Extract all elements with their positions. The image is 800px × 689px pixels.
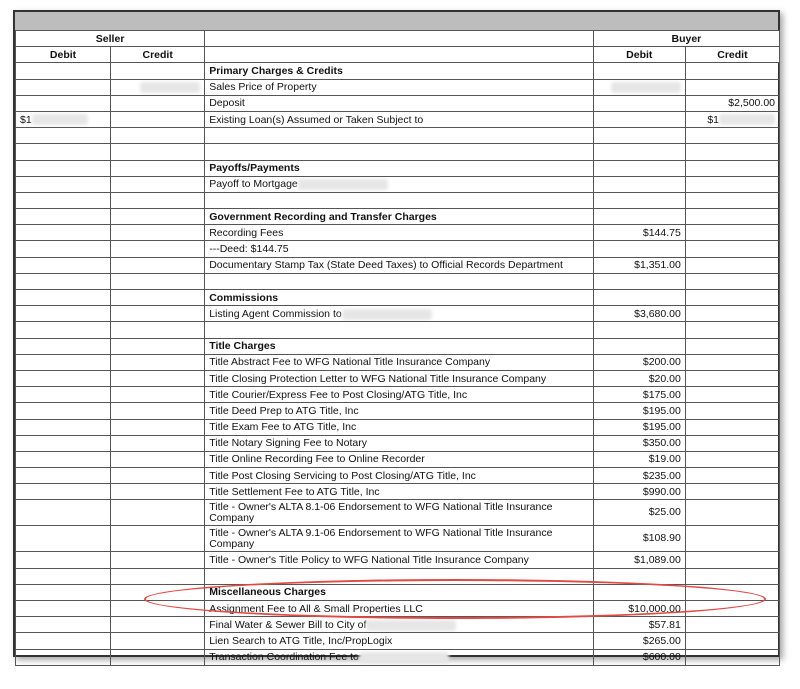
description-cell <box>205 338 594 354</box>
seller-credit-cell <box>111 468 205 484</box>
buyer-credit-cell <box>685 354 779 370</box>
description-cell <box>205 649 594 665</box>
seller-debit-cell <box>16 290 111 306</box>
redacted-value <box>611 82 681 93</box>
buyer-debit-cell <box>593 484 685 500</box>
table-row <box>16 128 780 144</box>
table-row <box>16 192 780 208</box>
seller-debit-cell <box>16 633 111 649</box>
buyer-credit-cell <box>685 192 779 208</box>
seller-credit-cell <box>111 370 205 386</box>
description-cell-value: Recording Fees <box>209 226 284 239</box>
buyer-credit-cell <box>685 176 779 192</box>
redacted-value <box>140 82 200 93</box>
seller-credit-cell <box>111 484 205 500</box>
buyer-debit-cell <box>593 306 685 322</box>
buyer-debit-cell <box>593 241 685 257</box>
buyer-credit-cell <box>685 468 779 484</box>
buyer-debit-cell <box>593 649 685 665</box>
buyer-credit-cell <box>685 338 779 354</box>
description-cell <box>205 209 594 225</box>
table-row <box>16 176 780 192</box>
seller-debit-cell <box>16 338 111 354</box>
description-cell <box>205 617 594 633</box>
description-cell <box>205 273 594 289</box>
buyer-debit-header: Debit <box>593 47 685 63</box>
description-cell-value: Title Notary Signing Fee to Notary <box>209 437 367 450</box>
seller-debit-cell <box>16 484 111 500</box>
seller-debit-cell <box>16 111 111 127</box>
description-cell-value: Title Deed Prep to ATG Title, Inc <box>209 404 359 417</box>
seller-credit-cell <box>111 322 205 338</box>
table-row <box>16 144 780 160</box>
description-cell <box>205 370 594 386</box>
seller-debit-cell <box>16 322 111 338</box>
description-cell-value: Assignment Fee to All & Small Properties LLC <box>209 602 423 615</box>
seller-debit-cell <box>16 79 111 95</box>
seller-credit-header: Credit <box>111 47 205 63</box>
buyer-credit-header: Credit <box>685 47 779 63</box>
buyer-debit-cell <box>593 500 685 526</box>
redacted-value <box>719 114 775 125</box>
table-row <box>16 500 780 526</box>
buyer-debit-cell <box>593 601 685 617</box>
buyer-credit-cell <box>685 160 779 176</box>
buyer-credit-cell <box>685 322 779 338</box>
table-row <box>16 468 780 484</box>
header-row-parties <box>16 31 780 47</box>
seller-debit-cell <box>16 584 111 600</box>
description-cell <box>205 79 594 95</box>
buyer-debit-cell <box>593 192 685 208</box>
buyer-debit-cell <box>593 111 685 127</box>
buyer-debit-cell <box>593 128 685 144</box>
description-subheader-blank <box>205 47 594 63</box>
seller-debit-cell <box>16 176 111 192</box>
description-cell-value: Existing Loan(s) Assumed or Taken Subject to <box>209 113 424 126</box>
buyer-debit-cell-value: $265.00 <box>642 634 681 647</box>
redacted-value <box>342 309 432 320</box>
table-row <box>16 322 780 338</box>
seller-debit-header: Debit <box>16 47 111 63</box>
description-cell <box>205 257 594 273</box>
description-cell-value: Commissions <box>209 291 279 304</box>
seller-credit-cell <box>111 225 205 241</box>
description-cell-value: Payoff to Mortgage <box>209 178 298 191</box>
description-cell-value: Deposit <box>209 97 245 110</box>
table-row <box>16 435 780 451</box>
seller-debit-cell <box>16 468 111 484</box>
buyer-debit-cell-value: $144.75 <box>642 226 681 239</box>
seller-debit-cell <box>16 403 111 419</box>
buyer-credit-cell <box>685 403 779 419</box>
buyer-debit-cell <box>593 322 685 338</box>
seller-credit-cell <box>111 160 205 176</box>
seller-credit-cell <box>111 290 205 306</box>
table-row <box>16 111 780 127</box>
description-cell-value: Title Abstract Fee to WFG National Title Insurance Company <box>209 356 491 369</box>
description-cell-value: Title - Owner's Title Policy to WFG National Title Insurance Company <box>209 554 529 567</box>
buyer-debit-cell <box>593 338 685 354</box>
buyer-credit-cell <box>685 144 779 160</box>
buyer-debit-cell <box>593 176 685 192</box>
buyer-debit-cell-value: $175.00 <box>642 388 681 401</box>
buyer-credit-cell <box>685 568 779 584</box>
buyer-debit-cell-value: $600.00 <box>642 651 681 664</box>
seller-debit-cell <box>16 95 111 111</box>
description-cell-value: Lien Search to ATG Title, Inc/PropLogix <box>209 634 393 647</box>
description-cell <box>205 484 594 500</box>
buyer-credit-cell <box>685 552 779 568</box>
seller-credit-cell <box>111 257 205 273</box>
seller-credit-cell <box>111 584 205 600</box>
description-cell <box>205 419 594 435</box>
seller-debit-cell <box>16 435 111 451</box>
buyer-credit-cell <box>685 111 779 127</box>
description-cell-value: Title Online Recording Fee to Online Recorder <box>209 453 425 466</box>
buyer-debit-cell-value: $108.90 <box>642 532 681 545</box>
seller-credit-cell <box>111 649 205 665</box>
buyer-credit-cell <box>685 387 779 403</box>
buyer-debit-cell <box>593 633 685 649</box>
seller-debit-cell <box>16 225 111 241</box>
seller-credit-cell <box>111 273 205 289</box>
seller-debit-cell <box>16 601 111 617</box>
section-header-row <box>16 338 780 354</box>
header-row-columns <box>16 47 780 63</box>
description-cell <box>205 568 594 584</box>
buyer-debit-cell <box>593 387 685 403</box>
buyer-debit-cell-value: $1,351.00 <box>634 259 681 272</box>
seller-credit-cell <box>111 552 205 568</box>
seller-debit-cell <box>16 568 111 584</box>
seller-credit-cell <box>111 419 205 435</box>
seller-credit-cell <box>111 568 205 584</box>
buyer-debit-cell <box>593 225 685 241</box>
description-cell-value: Title Settlement Fee to ATG Title, Inc <box>209 485 380 498</box>
buyer-credit-cell <box>685 500 779 526</box>
description-cell <box>205 601 594 617</box>
buyer-credit-cell <box>685 241 779 257</box>
table-row <box>16 526 780 552</box>
buyer-debit-cell <box>593 273 685 289</box>
seller-credit-cell <box>111 63 205 79</box>
buyer-debit-cell-value: $57.81 <box>648 618 681 631</box>
description-cell <box>205 552 594 568</box>
description-cell <box>205 63 594 79</box>
seller-debit-cell <box>16 306 111 322</box>
description-cell-value: Miscellaneous Charges <box>209 586 326 599</box>
table-row <box>16 568 780 584</box>
description-cell-value: Title Exam Fee to ATG Title, Inc <box>209 421 357 434</box>
buyer-header: Buyer <box>593 31 779 47</box>
table-row <box>16 633 780 649</box>
buyer-credit-cell <box>685 257 779 273</box>
seller-credit-cell <box>111 144 205 160</box>
seller-credit-cell <box>111 209 205 225</box>
description-cell-value: Title Courier/Express Fee to Post Closing/ATG Title, Inc <box>209 388 468 401</box>
buyer-credit-cell <box>685 484 779 500</box>
buyer-debit-cell <box>593 79 685 95</box>
buyer-debit-cell <box>593 584 685 600</box>
redacted-value <box>359 652 449 663</box>
section-header-row <box>16 209 780 225</box>
description-cell <box>205 354 594 370</box>
redacted-value <box>32 114 88 125</box>
buyer-debit-cell <box>593 617 685 633</box>
seller-credit-cell <box>111 500 205 526</box>
description-cell <box>205 176 594 192</box>
table-row <box>16 649 780 665</box>
buyer-debit-cell <box>593 568 685 584</box>
description-cell-value: Title - Owner's ALTA 8.1-06 Endorsement to WFG National Title Insurance Company <box>209 500 553 524</box>
description-cell <box>205 192 594 208</box>
seller-credit-cell <box>111 176 205 192</box>
description-cell-value: Title Closing Protection Letter to WFG National Title Insurance Company <box>209 372 547 385</box>
charges-table <box>15 30 780 666</box>
buyer-credit-cell <box>685 601 779 617</box>
seller-credit-cell <box>111 79 205 95</box>
buyer-credit-cell <box>685 95 779 111</box>
table-row <box>16 419 780 435</box>
description-cell <box>205 322 594 338</box>
buyer-debit-cell <box>593 257 685 273</box>
description-cell <box>205 500 594 526</box>
description-cell <box>205 241 594 257</box>
table-row <box>16 79 780 95</box>
seller-debit-cell <box>16 273 111 289</box>
description-cell-value: Listing Agent Commission to <box>209 307 342 320</box>
seller-credit-cell <box>111 451 205 467</box>
buyer-debit-cell <box>593 526 685 552</box>
description-cell-value: Government Recording and Transfer Charges <box>209 210 437 223</box>
buyer-debit-cell-value: $10,000.00 <box>628 602 681 615</box>
seller-credit-cell <box>111 387 205 403</box>
buyer-debit-cell-value: $1,089.00 <box>634 554 681 567</box>
table-row <box>16 617 780 633</box>
seller-debit-cell <box>16 209 111 225</box>
buyer-debit-cell-value: $350.00 <box>642 437 681 450</box>
buyer-debit-cell-value: $195.00 <box>642 421 681 434</box>
seller-credit-cell <box>111 354 205 370</box>
buyer-credit-cell <box>685 633 779 649</box>
buyer-credit-cell <box>685 306 779 322</box>
seller-debit-cell <box>16 192 111 208</box>
buyer-credit-cell <box>685 526 779 552</box>
charges-body <box>16 63 780 665</box>
buyer-credit-cell <box>685 617 779 633</box>
description-cell <box>205 468 594 484</box>
buyer-credit-cell <box>685 273 779 289</box>
description-cell <box>205 387 594 403</box>
description-cell <box>205 160 594 176</box>
buyer-debit-cell <box>593 95 685 111</box>
seller-debit-cell-value: $1 <box>20 113 32 126</box>
table-row <box>16 306 780 322</box>
seller-debit-cell <box>16 451 111 467</box>
buyer-debit-cell <box>593 290 685 306</box>
seller-debit-cell <box>16 354 111 370</box>
buyer-debit-cell <box>593 403 685 419</box>
description-cell <box>205 403 594 419</box>
buyer-debit-cell-value: $990.00 <box>642 485 681 498</box>
section-header-row <box>16 160 780 176</box>
buyer-debit-cell-value: $3,680.00 <box>634 307 681 320</box>
seller-debit-cell <box>16 552 111 568</box>
buyer-debit-cell <box>593 435 685 451</box>
seller-debit-cell <box>16 617 111 633</box>
buyer-debit-cell <box>593 144 685 160</box>
seller-debit-cell <box>16 257 111 273</box>
table-row <box>16 484 780 500</box>
description-cell <box>205 435 594 451</box>
seller-debit-cell <box>16 63 111 79</box>
description-cell <box>205 633 594 649</box>
buyer-debit-cell <box>593 160 685 176</box>
buyer-debit-cell-value: $195.00 <box>642 404 681 417</box>
seller-debit-cell <box>16 419 111 435</box>
section-header-row <box>16 584 780 600</box>
buyer-debit-cell-value: $235.00 <box>642 469 681 482</box>
seller-credit-cell <box>111 111 205 127</box>
buyer-credit-cell <box>685 451 779 467</box>
buyer-credit-cell <box>685 63 779 79</box>
seller-credit-cell <box>111 403 205 419</box>
seller-debit-cell <box>16 128 111 144</box>
table-row <box>16 354 780 370</box>
seller-credit-cell <box>111 192 205 208</box>
buyer-credit-cell-value: $2,500.00 <box>728 97 775 110</box>
description-cell-value: Documentary Stamp Tax (State Deed Taxes) to Official Records Department <box>209 259 563 272</box>
buyer-debit-cell-value: $19.00 <box>648 453 681 466</box>
seller-debit-cell <box>16 387 111 403</box>
table-row <box>16 257 780 273</box>
buyer-credit-cell <box>685 290 779 306</box>
redacted-value <box>366 620 456 631</box>
section-header-row <box>16 63 780 79</box>
buyer-credit-cell <box>685 419 779 435</box>
buyer-credit-cell-value: $1 <box>707 113 719 126</box>
seller-credit-cell <box>111 526 205 552</box>
seller-debit-cell <box>16 144 111 160</box>
description-cell-value: Final Water & Sewer Bill to City of <box>209 618 367 631</box>
buyer-debit-cell <box>593 370 685 386</box>
table-row <box>16 225 780 241</box>
buyer-credit-cell <box>685 435 779 451</box>
buyer-credit-cell <box>685 370 779 386</box>
buyer-debit-cell <box>593 63 685 79</box>
buyer-credit-cell <box>685 128 779 144</box>
buyer-debit-cell-value: $200.00 <box>642 356 681 369</box>
table-row <box>16 387 780 403</box>
description-cell <box>205 584 594 600</box>
buyer-debit-cell <box>593 419 685 435</box>
description-cell-value: Title Post Closing Servicing to Post Closing/ATG Title, Inc <box>209 469 476 482</box>
table-row <box>16 403 780 419</box>
description-cell-value: Payoffs/Payments <box>209 162 300 175</box>
description-cell <box>205 451 594 467</box>
table-row <box>16 95 780 111</box>
buyer-debit-cell <box>593 468 685 484</box>
seller-debit-cell <box>16 526 111 552</box>
seller-credit-cell <box>111 338 205 354</box>
buyer-debit-cell-value: $20.00 <box>648 372 681 385</box>
buyer-credit-cell <box>685 209 779 225</box>
description-cell <box>205 306 594 322</box>
buyer-credit-cell <box>685 79 779 95</box>
seller-debit-cell <box>16 370 111 386</box>
seller-credit-cell <box>111 617 205 633</box>
description-cell <box>205 111 594 127</box>
seller-credit-cell <box>111 95 205 111</box>
table-row <box>16 273 780 289</box>
buyer-credit-cell <box>685 225 779 241</box>
seller-credit-cell <box>111 633 205 649</box>
table-row <box>16 370 780 386</box>
description-cell <box>205 225 594 241</box>
seller-credit-cell <box>111 128 205 144</box>
seller-credit-cell <box>111 306 205 322</box>
seller-credit-cell <box>111 435 205 451</box>
description-cell <box>205 128 594 144</box>
buyer-debit-cell <box>593 451 685 467</box>
seller-debit-cell <box>16 160 111 176</box>
section-header-row <box>16 290 780 306</box>
settlement-statement <box>13 10 780 664</box>
description-cell <box>205 95 594 111</box>
description-cell-value: Title Charges <box>209 340 276 353</box>
description-header-blank <box>205 31 594 47</box>
table-row <box>16 601 780 617</box>
seller-debit-cell <box>16 241 111 257</box>
buyer-debit-cell <box>593 209 685 225</box>
seller-credit-cell <box>111 241 205 257</box>
description-cell-value: Primary Charges & Credits <box>209 64 343 77</box>
buyer-credit-cell <box>685 584 779 600</box>
title-bar <box>15 12 778 31</box>
buyer-debit-cell <box>593 552 685 568</box>
redacted-value <box>298 179 388 190</box>
description-cell-value: Transaction Coordination Fee to <box>209 651 359 664</box>
description-cell <box>205 290 594 306</box>
description-cell-value: Sales Price of Property <box>209 81 317 94</box>
buyer-debit-cell-value: $25.00 <box>648 506 681 519</box>
seller-header: Seller <box>16 31 205 47</box>
description-cell-value: ---Deed: $144.75 <box>209 243 289 256</box>
buyer-debit-cell <box>593 354 685 370</box>
table-row <box>16 552 780 568</box>
seller-credit-cell <box>111 601 205 617</box>
table-row <box>16 451 780 467</box>
description-cell-value: Title - Owner's ALTA 9.1-06 Endorsement to WFG National Title Insurance Company <box>209 526 553 550</box>
buyer-credit-cell <box>685 649 779 665</box>
description-cell <box>205 526 594 552</box>
description-cell <box>205 144 594 160</box>
seller-debit-cell <box>16 649 111 665</box>
table-row <box>16 241 780 257</box>
seller-debit-cell <box>16 500 111 526</box>
